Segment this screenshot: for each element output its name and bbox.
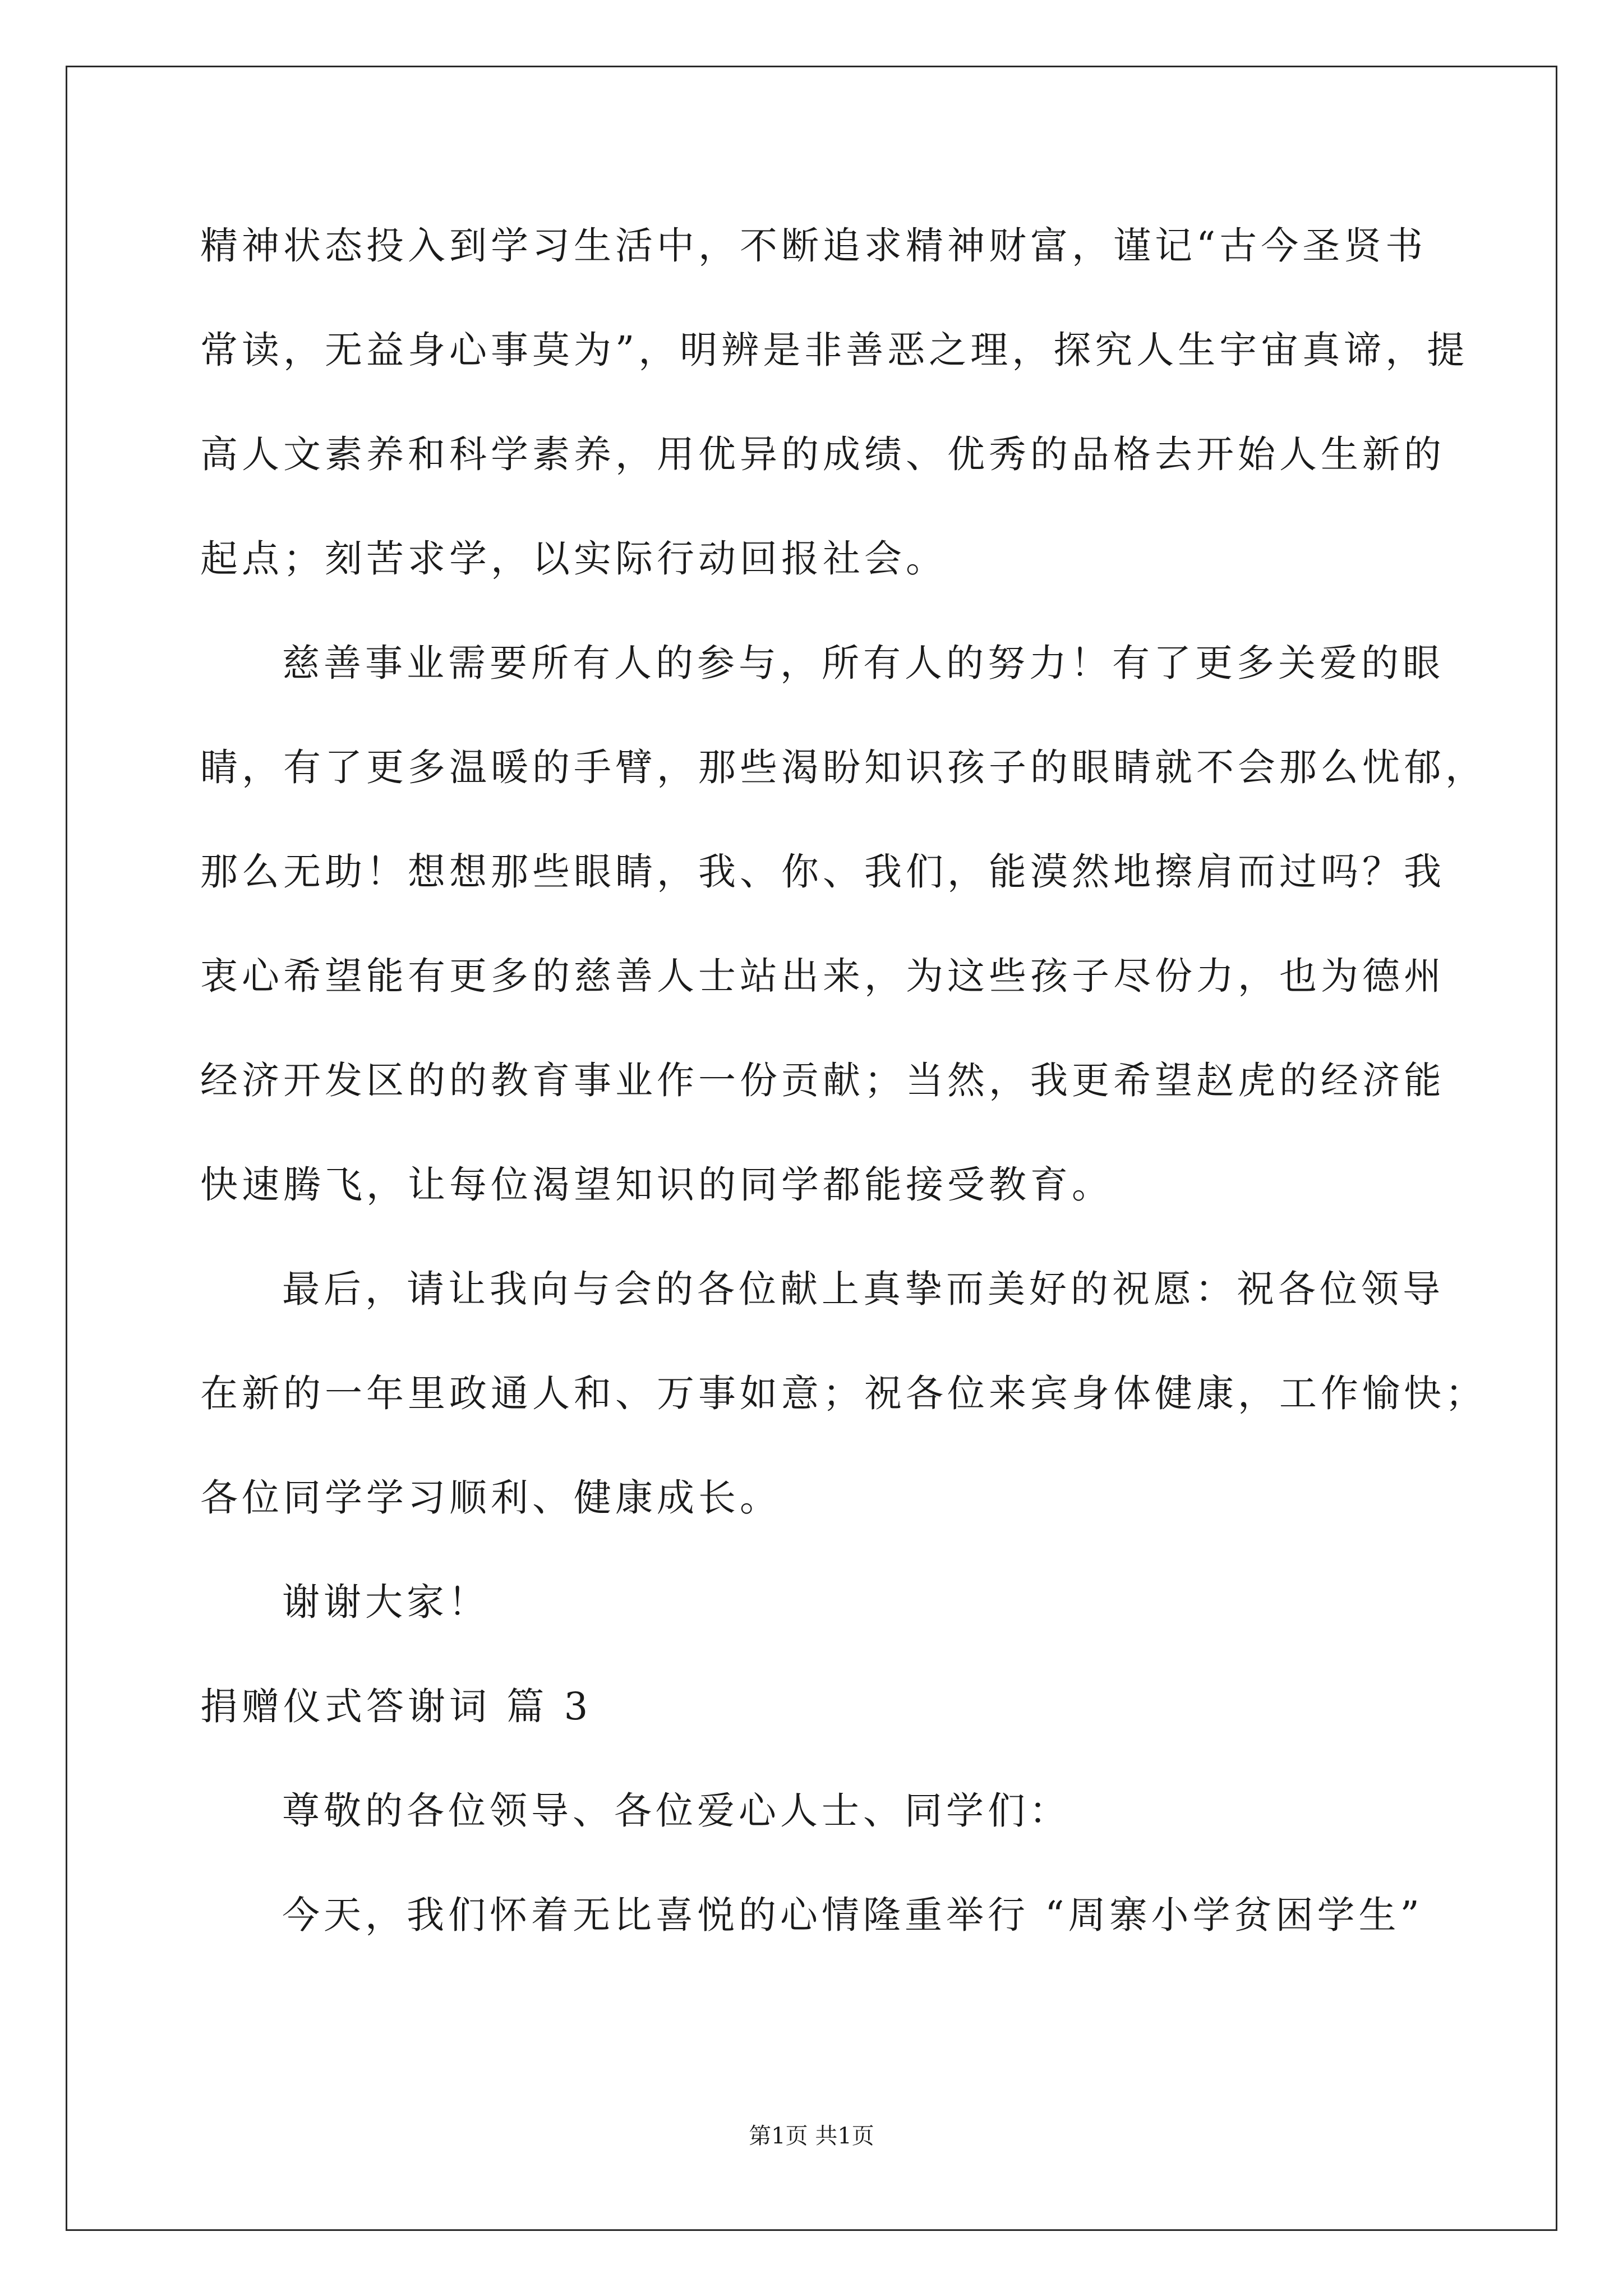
text-line: 常读，无益身心事莫为”，明辨是非善恶之理，探究人生宇宙真谛，提 bbox=[200, 328, 1469, 372]
text-line: 慈善事业需要所有人的参与，所有人的努力！有了更多关爱的眼 bbox=[282, 641, 1444, 685]
text-line: 那么无助！想想那些眼睛，我、你、我们，能漠然地擦肩而过吗？我 bbox=[200, 850, 1445, 894]
salutation: 尊敬的各位领导、各位爱心人士、同学们： bbox=[282, 1789, 1071, 1833]
text-line: 谢谢大家！ bbox=[282, 1580, 490, 1624]
text-line: 经济开发区的的教育事业作一份贡献；当然，我更希望赵虎的经济能 bbox=[200, 1059, 1445, 1102]
section-heading: 捐赠仪式答谢词 篇 3 bbox=[200, 1685, 592, 1728]
text-line: 在新的一年里政通人和、万事如意；祝各位来宾身体健康，工作愉快； bbox=[200, 1372, 1487, 1415]
text-line: 最后，请让我向与会的各位献上真挚而美好的祝愿：祝各位领导 bbox=[282, 1267, 1444, 1311]
text-line: 今天，我们怀着无比喜悦的心情隆重举行 “周寨小学贫困学生” bbox=[282, 1893, 1423, 1937]
text-line: 高人文素养和科学素养，用优异的成绩、优秀的品格去开始人生新的 bbox=[200, 432, 1445, 476]
text-line: 各位同学学习顺利、健康成长。 bbox=[200, 1476, 781, 1520]
text-line: 睛，有了更多温暖的手臂，那些渴盼知识孩子的眼睛就不会那么忧郁， bbox=[200, 746, 1487, 789]
text-line: 衷心希望能有更多的慈善人士站出来，为这些孩子尽份力，也为德州 bbox=[200, 954, 1445, 998]
page-footer: 第1页 共1页 bbox=[749, 2123, 874, 2149]
text-line: 精神状态投入到学习生活中，不断追求精神财富，谨记“古今圣贤书 bbox=[200, 224, 1427, 268]
text-line: 起点；刻苦求学，以实际行动回报社会。 bbox=[200, 537, 947, 581]
text-line: 快速腾飞，让每位渴望知识的同学都能接受教育。 bbox=[200, 1163, 1113, 1207]
